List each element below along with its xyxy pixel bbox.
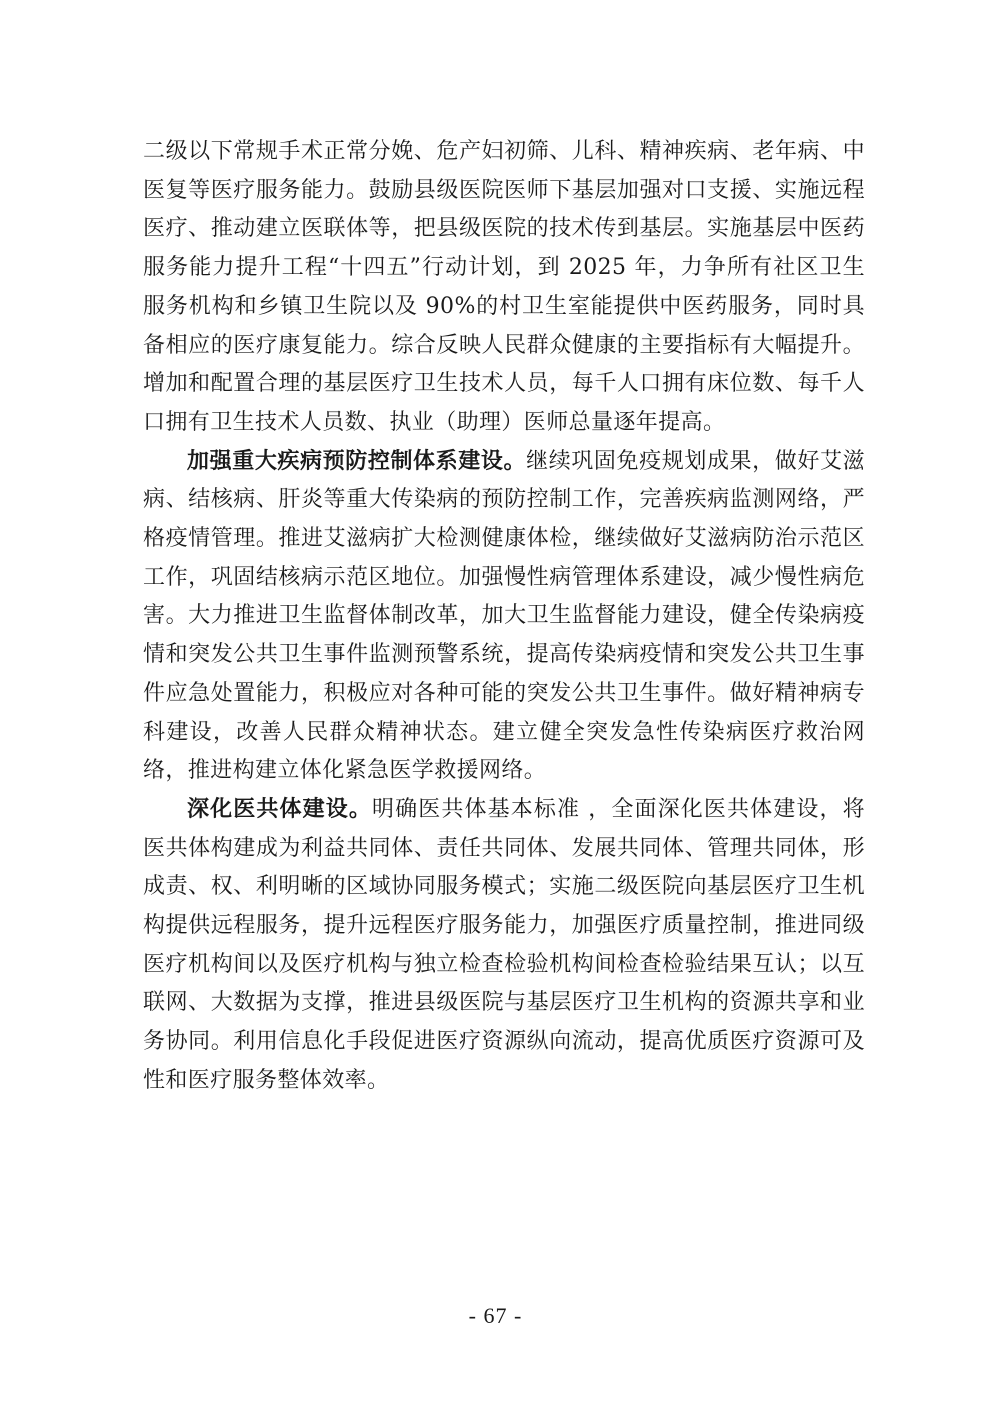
paragraph-disease-control (143, 443, 865, 791)
paragraph-continuation (143, 133, 865, 443)
paragraph-heading: 加强重大疾病预防控制体系建设。 (187, 448, 527, 474)
paragraph-heading: 深化医共体建设。 (187, 796, 372, 822)
page-number: - 67 - (468, 1303, 523, 1328)
paragraph-text: 明确医共体基本标准 ，全面深化医共体建设，将医共体构建成为利益共同体、责任共同体、发展共同体、管理共同体，形成责、权、利明晰的区域协同服务模式；实施二级医院向基层医疗卫生机构提供远程服务，提升远程医疗服务能力，加强医疗质量控制，推进同级医疗机构间以及医疗机构与独立检查检验机构间检查检验结果互认；以互联网、大数据为支撑，推进县级医院与基层医疗卫生机构的资源共享和业务协同。利用信息化手段促进医疗资源纵向流动，提高优质医疗资源可及性和医疗服务整体效率。 (143, 796, 866, 1093)
paragraph-medical-community (143, 791, 865, 1101)
paragraph-text: 二级以下常规手术正常分娩、危产妇初筛、儿科、精神疾病、老年病、中医复等医疗服务能力。鼓励县级医院医师下基层加强对口支援、实施远程医疗、推动建立医联体等，把县级医院的技术传到基层。实施基层中医药服务能力提升工程“十四五”行动计划，到 2025 年，力争所有社区卫生服务机构和乡镇卫生院以及 90%的村卫生室能提供中医药服务，同时具备相应的医疗康复能力。综合反映人民群众健康的主要指标有大幅提升。增加和配置合理的基层医疗卫生技术人员，每千人口拥有床位数、每千人口拥有卫生技术人员数、执业（助理）医师总量逐年提高。 (143, 139, 865, 435)
paragraph-text: 继续巩固免疫规划成果，做好艾滋病、结核病、肝炎等重大传染病的预防控制工作，完善疾病监测网络，严格疫情管理。推进艾滋病扩大检测健康体检，继续做好艾滋病防治示范区工作，巩固结核病示范区地位。加强慢性病管理体系建设，减少慢性病危害。大力推进卫生监督体制改革，加大卫生监督能力建设，健全传染病疫情和突发公共卫生事件监测预警系统，提高传染病疫情和突发公共卫生事件应急处置能力，积极应对各种可能的突发公共卫生事件。做好精神病专科建设，改善人民群众精神状态。建立健全突发急性传染病医疗救治网络，推进构建立体化紧急医学救援网络。 (143, 448, 865, 784)
page-body (143, 133, 865, 1101)
